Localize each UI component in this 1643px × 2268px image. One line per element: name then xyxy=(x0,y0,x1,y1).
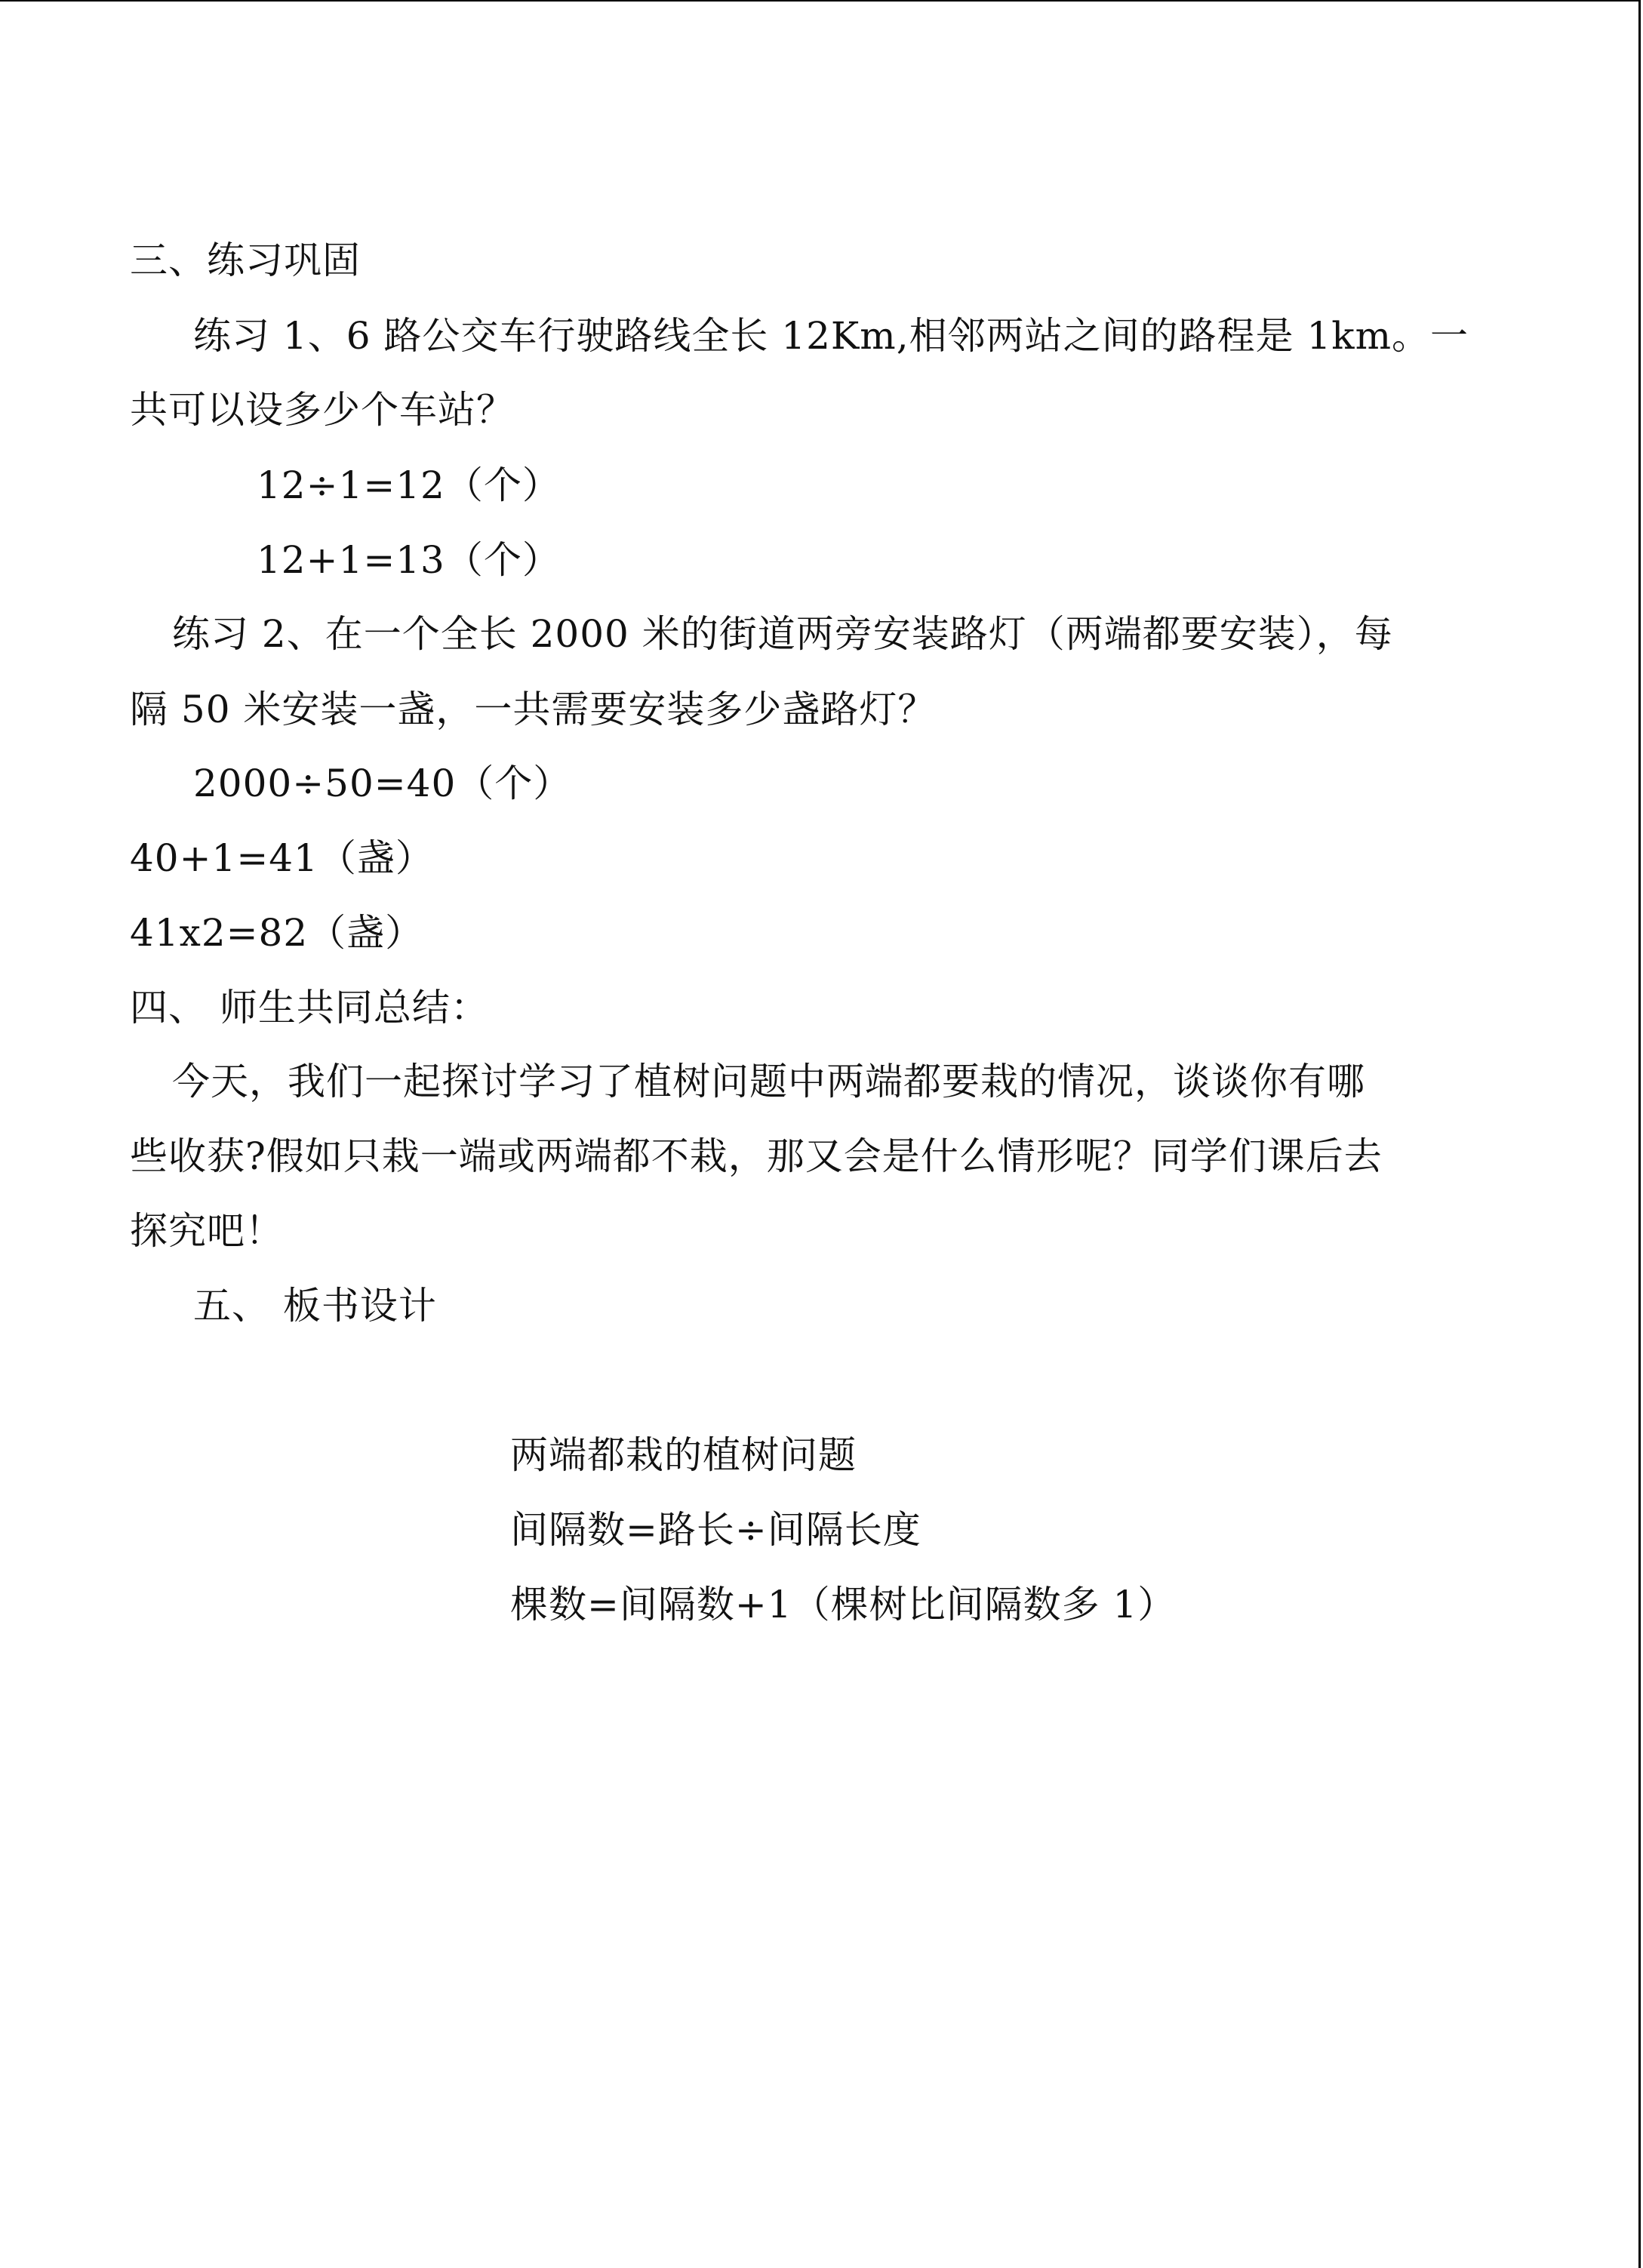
exercise-1-line-1: 练习 1、6 路公交车行驶路线全长 12Km,相邻两站之间的路程是 1km。一 xyxy=(193,314,1469,358)
section-5-heading: 五、 板书设计 xyxy=(193,1284,437,1328)
exercise-2-line-2: 隔 50 米安装一盏，一共需要安装多少盏路灯？ xyxy=(130,688,937,731)
board-formula-intervals: 间隔数=路长÷间隔长度 xyxy=(510,1508,921,1552)
section-4-heading: 四、 师生共同总结： xyxy=(130,986,489,1029)
exercise-2-calc-1: 2000÷50=40（个） xyxy=(193,762,572,805)
exercise-2-calc-3: 41x2=82（盏） xyxy=(130,911,424,955)
exercise-2-calc-2: 40+1=41（盏） xyxy=(130,836,434,880)
board-formula-trees: 棵数=间隔数+1（棵树比间隔数多 1） xyxy=(510,1583,1177,1626)
section-3-heading: 三、练习巩固 xyxy=(130,238,361,282)
exercise-1-line-2: 共可以设多少个车站？ xyxy=(130,388,515,432)
exercise-1-calc-1: 12÷1=12（个） xyxy=(257,463,561,507)
summary-line-1: 今天，我们一起探讨学习了植树问题中两端都要栽的情况，谈谈你有哪 xyxy=(172,1060,1365,1103)
exercise-2-line-1: 练习 2、在一个全长 2000 米的街道两旁安装路灯（两端都要安装），每 xyxy=(172,612,1393,656)
exercise-1-calc-2: 12+1=13（个） xyxy=(257,538,561,582)
summary-line-2: 些收获?假如只栽一端或两端都不栽，那又会是什么情形呢？同学们课后去 xyxy=(130,1134,1383,1178)
summary-line-3: 探究吧！ xyxy=(130,1209,284,1253)
board-title: 两端都栽的植树问题 xyxy=(510,1433,857,1477)
